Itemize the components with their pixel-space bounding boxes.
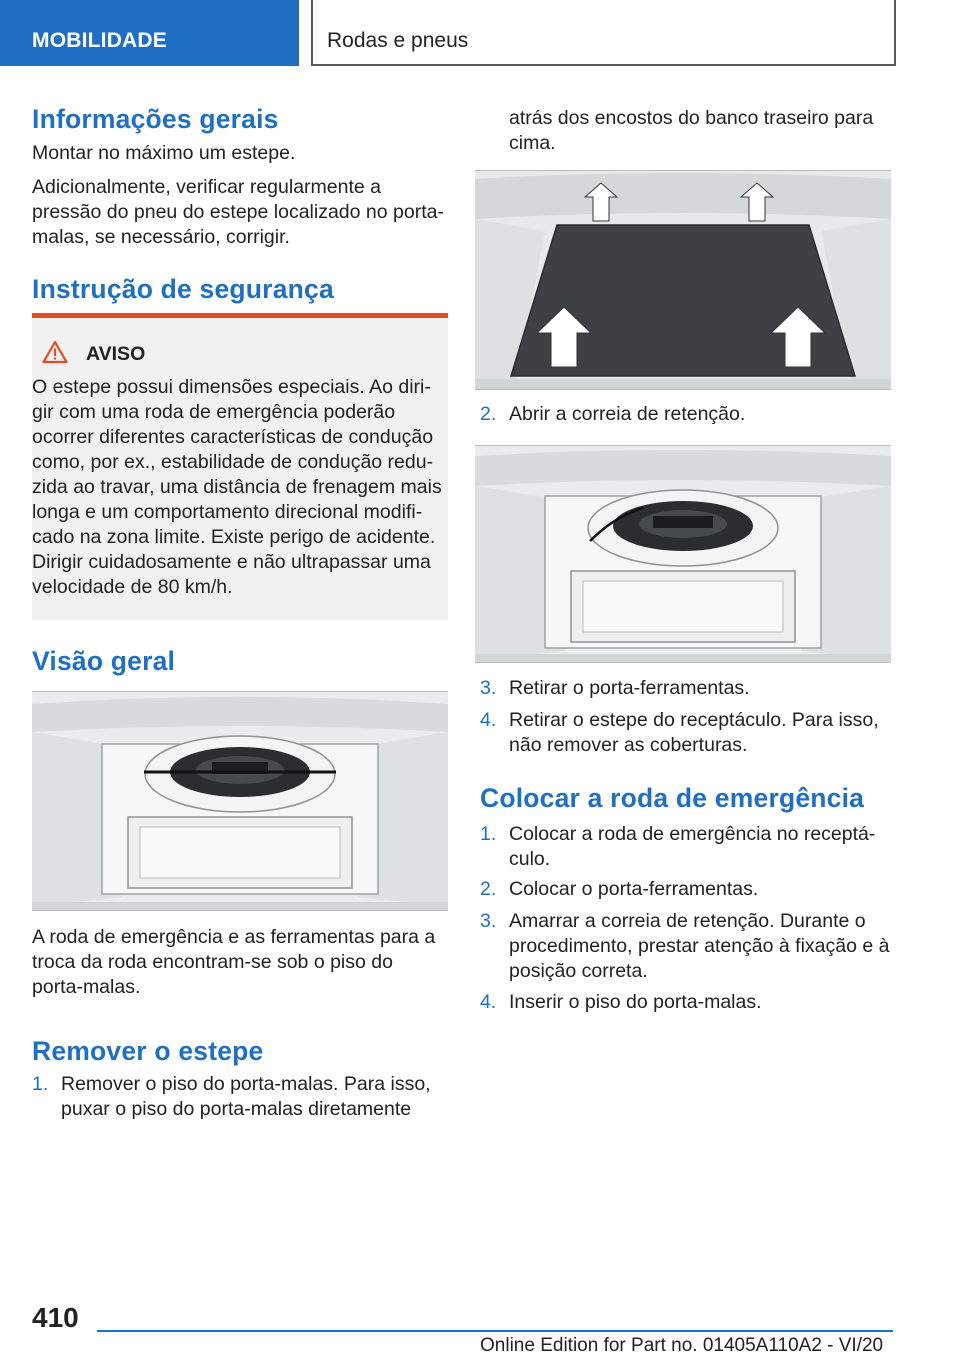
heading-remover-estepe: Remover o estepe: [32, 1036, 264, 1066]
step-number: 1.: [480, 823, 497, 845]
section-tab: [0, 0, 299, 66]
remover-step-2: [480, 402, 891, 427]
heading-instrucao-seguranca: Instrução de segurança: [32, 274, 334, 304]
step-text: Retirar o porta-ferramentas.: [509, 677, 750, 699]
heading-informacoes-gerais: Informações gerais: [32, 104, 279, 134]
section-title: MOBILIDADE: [32, 29, 167, 52]
open-retaining-strap-illustration: [475, 445, 891, 663]
step-number: 4.: [480, 709, 497, 731]
footer-rule: [97, 1330, 893, 1332]
heading-visao-geral: Visão geral: [32, 646, 176, 676]
colocar-step-1: [480, 822, 891, 872]
step-number: 2.: [480, 403, 497, 425]
remover-step-4: [480, 708, 891, 758]
colocar-step-2: [480, 877, 891, 902]
remover-step-1: [32, 1072, 448, 1122]
visao-paragraph: A roda de emergência e as ferramentas para a troca da roda encontram-se sob o piso do porta-malas.: [32, 926, 436, 998]
heading-colocar-roda: Colocar a roda de emergência: [480, 783, 865, 813]
step-1-continuation: atrás dos encostos do banco traseiro para cima.: [509, 107, 874, 154]
trunk-floor-lift-illustration: [475, 170, 891, 390]
step-text: Abrir a correia de retenção.: [509, 403, 746, 425]
step-text: Retirar o estepe do receptáculo. Para isso, não remover as coberturas.: [509, 709, 879, 756]
info-paragraph-1: Montar no máximo um estepe.: [32, 142, 296, 164]
warning-triangle-icon: [42, 340, 68, 364]
warning-title: AVISO: [86, 343, 146, 365]
step-text: Inserir o piso do porta-malas.: [509, 991, 762, 1013]
footer-edition: Online Edition for Part no. 01405A110A2 - VI/20: [480, 1335, 884, 1356]
info-paragraph-2: Adicionalmente, verificar regularmente a pressão do pneu do estepe localizado no porta-malas, se necessário, corrigir.: [32, 176, 444, 248]
step-number: 3.: [480, 910, 497, 932]
step-text: Colocar a roda de emergência no receptáculo.: [509, 823, 876, 870]
chapter-tab: [311, 0, 896, 66]
step-text: Colocar o porta-ferramentas.: [509, 878, 759, 900]
warning-text: O estepe possui dimensões especiais. Ao dirigir com uma roda de emergência poderão ocorrer diferentes características de condução como, por ex., estabilidade de condução reduzida ao travar, uma distância de frenagem mais longa e um comportamento direcional modificado na zona limite. Existe perigo de acidente. Dirigir cuidadosamente e não ultrapassar uma velocidade de 80 km/h.: [32, 376, 442, 598]
step-number: 4.: [480, 991, 497, 1013]
step-number: 3.: [480, 677, 497, 699]
colocar-step-3: [480, 909, 891, 984]
warning-box: [32, 313, 448, 620]
step-text: Remover o piso do porta-malas. Para isso, puxar o piso do porta-malas diretamente: [61, 1073, 431, 1120]
step-number: 2.: [480, 878, 497, 900]
spare-wheel-overview-illustration: [32, 691, 448, 911]
chapter-title: Rodas e pneus: [327, 29, 469, 52]
page-header: [0, 0, 960, 66]
page-number: 410: [32, 1302, 79, 1333]
colocar-step-4: [480, 990, 891, 1015]
step-number: 1.: [32, 1073, 49, 1095]
step-text: Amarrar a correia de retenção. Durante o procedimento, prestar atenção à fixação e à posição correta.: [509, 910, 890, 982]
remover-step-3: [480, 676, 891, 701]
